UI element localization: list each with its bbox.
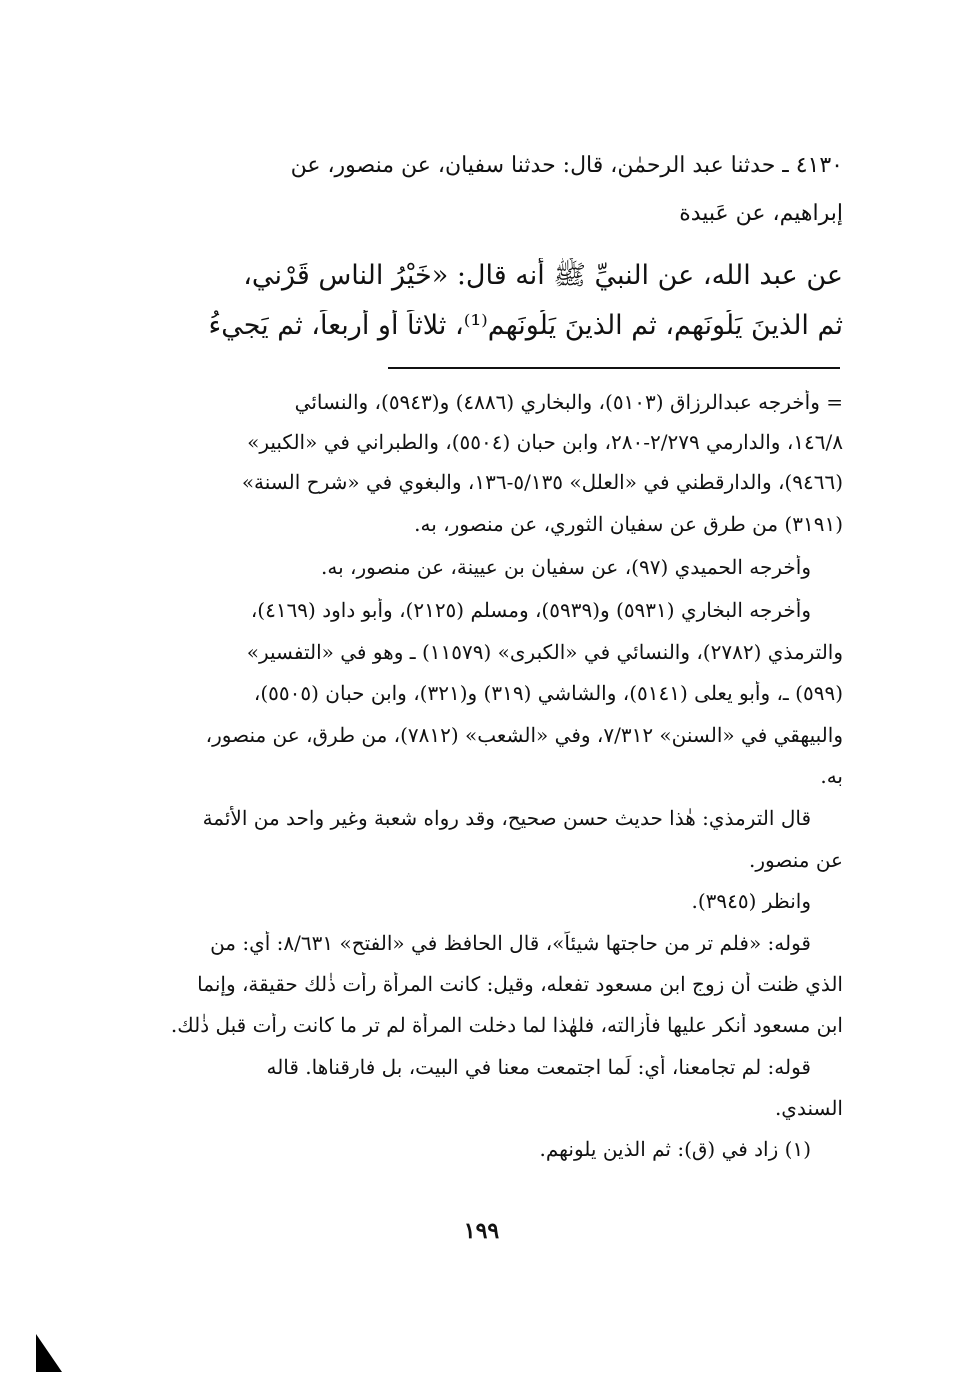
hadith-text-line-2: ثم الذينَ يَلُونَهم، ثم الذينَ يَلُونَهم⁽¹⁾، ثلاثاً أو أربعاً، ثم يَجيءُ (208, 310, 843, 341)
hadith-header-line-1: ٤١٣٠ ـ حدثنا عبد الرحمٰن، قال: حدثنا سفيان، عن منصور، عن (290, 153, 843, 178)
footnote-line: (٥٩٩) ـ، وأبو يعلى (٥١٤١)، والشاشي (٣١٩) و(٣٢١)، وابن حبان (٥٥٠٥)، (253, 681, 843, 705)
footnote-line: وأخرجه البخاري (٥٩٣١) و(٥٩٣٩)، ومسلم (٢١٢٥)، وأبو داود (٤١٦٩)، (250, 598, 811, 622)
footnote-line: والترمذي (٢٧٨٢)، والنسائي في «الكبرى» (١١٥٧٩) ـ وهو في «التفسير» (246, 640, 843, 664)
footnote-line: ابن مسعود أنكر عليها فأزالته، فلهٰذا لما دخلت المرأة لم تر ما كانت رأت قبل ذٰلك. (170, 1013, 843, 1037)
footnote-line: والبيهقي في «السنن» ٧/٣١٢، وفي «الشعب» (٧٨١٢)، من طرق، عن منصور، (205, 723, 843, 747)
footnote-line: قال الترمذي: هٰذا حديث حسن صحيح، وقد رواه شعبة وغير واحد من الأئمة (202, 806, 811, 830)
footnote-line: الذي ظنت أن زوج ابن مسعود تفعله، وقيل: كانت المرأة رأت ذٰلك حقيقة، وإنما (197, 972, 843, 996)
footnote-line: (٣١٩١) من طرق عن سفيان الثوري، عن منصور، به. (414, 512, 843, 536)
footnote-line: وانظر (٣٩٤٥). (691, 889, 811, 913)
hadith-text-line-1: عن عبد الله، عن النبيِّ ﷺ أنه قال: «خَيْرُ الناس قَرْني، (243, 260, 843, 291)
footnote-line: ١٤٦/٨، والدارمي ٢/٢٧٩-٢٨٠، وابن حبان (٥٥٠٤)، والطبراني في «الكبير» (247, 430, 843, 454)
footnote-line: قوله: «فلم تر من حاجتها شيئاً»، قال الحافظ في «الفتح» ٨/٦٣١: أي: من (210, 931, 811, 955)
footnote-line: عن منصور. (749, 848, 843, 872)
footnote-line: (١) زاد في (ق): ثم الذين يلونهم. (539, 1137, 811, 1161)
hadith-header-line-2: إبراهيم، عن عَبيدة (679, 201, 843, 226)
footnote-separator (388, 367, 840, 369)
footnote-line: (٩٤٦٦)، والدارقطني في «العلل» ٥/١٣٥-١٣٦، والبغوي في «شرح السنة» (241, 470, 843, 494)
footnote-line: به. (820, 764, 843, 788)
footnote-line: قوله: لم تجامعنا، أي: لَما اجتمعت معنا في البيت، بل فارقناها. قاله (266, 1055, 811, 1079)
corner-triangle-mark (36, 1334, 62, 1372)
footnote-line: وأخرجه الحميدي (٩٧)، عن سفيان بن عيينة، عن منصور، به. (321, 555, 811, 579)
footnote-line: السندي. (774, 1096, 843, 1120)
page-number: ١٩٩ (463, 1218, 500, 1244)
footnote-line: = وأخرجه عبدالرزاق (٥١٠٣)، والبخاري (٤٨٨٦) و(٥٩٤٣)، والنسائي (294, 390, 843, 414)
